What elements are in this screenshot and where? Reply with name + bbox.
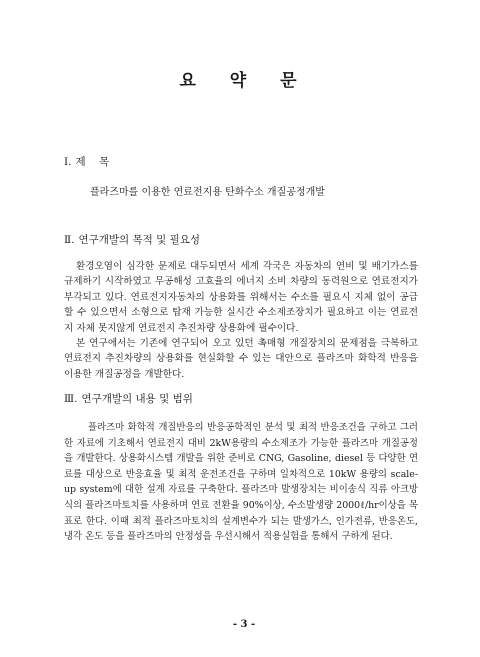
research-title: 플라즈마를 이용한 연료전지용 탄화수소 개질공정개발	[90, 187, 325, 198]
section-2-heading	[64, 232, 200, 247]
section-2-number: Ⅱ.	[64, 234, 75, 246]
section-1-title: 제 목	[75, 156, 110, 168]
page-title: 요 약 문	[179, 71, 311, 91]
page-number: - 3 -	[232, 619, 256, 630]
section-1-number: Ⅰ.	[64, 156, 72, 168]
section-3-title: 연구개발의 내용 및 범위	[81, 393, 193, 405]
section-1-heading	[64, 154, 109, 169]
section-3-paragraph: 플라즈마 화학적 개질반응의 반응공학적인 분석 및 최적 반응조건을 구하고 그러한 자료에 기초해서 연료전지 대비 2kW용량의 수소제조가 가능한 플라즈마 개질공정을 개발한다. 상용화시스템 개발을 위한 준비로 CNG, Gasoline, diesel 등 다양한 연료를 대상으로 반응효율 및 최적 운전조건을 구하며 일차적으로 10kW 용량의 scale-up system에 대한 설계 자료를 구축한다. 플라즈마 발생장치는 비이송식 직류 아크방식의 플라즈마토치를 사용하며 연료 전환율 90%이상, 수소발생량 2000ℓ/hr이상을 목표로 한다. 이때 최적 플라즈마토치의 설계변수가 되는 발생가스, 인가전류, 반응온도, 냉각 온도 등을 플라즈마의 안정성을 우선시해서 적용실험을 통해서 구하게 된다.	[64, 422, 418, 543]
section-3-heading	[64, 391, 193, 406]
section-2-paragraph: 환경오염이 심각한 문제로 대두되면서 세계 각국은 자동차의 연비 및 배기가스를 규제하기 시작하였고 무공해성 고효율의 에너지 소비 차량의 동력원으로 연료전지가 부각되고 있다. 연료전지자동차의 상용화를 위해서는 수소를 필요시 지체 없이 공급할 수 있으면서 소형으로 탑재 가능한 실시간 수소제조장치가 필요하고 이는 연료전지 자체 못지않게 연료전지 추진차량 상용화에 필수이다.	[64, 261, 418, 334]
section-2-paragraph: 본 연구에서는 기존에 연구되어 오고 있던 촉매형 개질장치의 문제점을 극복하고 연료전지 추진차량의 상용화를 현실화할 수 있는 대안으로 플라즈마 화학적 반응을 이용한 개질공정을 개발한다.	[64, 338, 418, 380]
section-3-body	[64, 420, 418, 545]
section-2-title: 연구개발의 목적 및 필요성	[78, 234, 201, 246]
section-2-body	[64, 259, 418, 382]
section-3-number: Ⅲ.	[64, 393, 78, 405]
